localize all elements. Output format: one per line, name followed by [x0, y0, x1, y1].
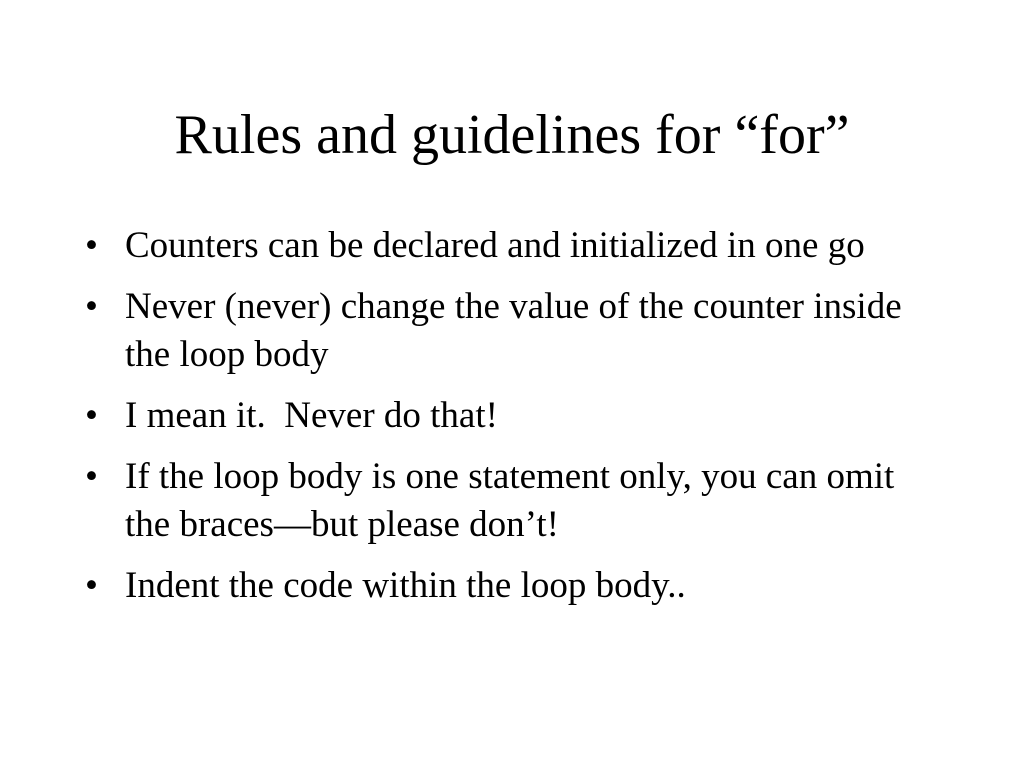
bullet-marker: • [85, 565, 98, 606]
bullet-item-indent [85, 562, 935, 610]
bullet-text: Counters can be declared and initialized in one go [125, 225, 865, 266]
bullet-item-i-mean-it [85, 392, 935, 440]
bullet-text: Never (never) change the value of the counter inside the loop body [125, 286, 902, 375]
bullet-text: I mean it. Never do that! [125, 395, 498, 436]
bullet-item-never-change [85, 283, 935, 379]
bullet-marker: • [85, 395, 98, 436]
bullet-list [85, 222, 935, 623]
bullet-marker: • [85, 225, 98, 266]
bullet-item-counters [85, 222, 935, 270]
bullet-text: Indent the code within the loop body.. [125, 565, 686, 606]
bullet-marker: • [85, 286, 98, 327]
bullet-text: If the loop body is one statement only, you can omit the braces—but please don’t! [125, 456, 895, 545]
slide-title: Rules and guidelines for “for” [174, 104, 850, 166]
bullet-marker: • [85, 456, 98, 497]
bullet-item-omit-braces [85, 453, 935, 549]
